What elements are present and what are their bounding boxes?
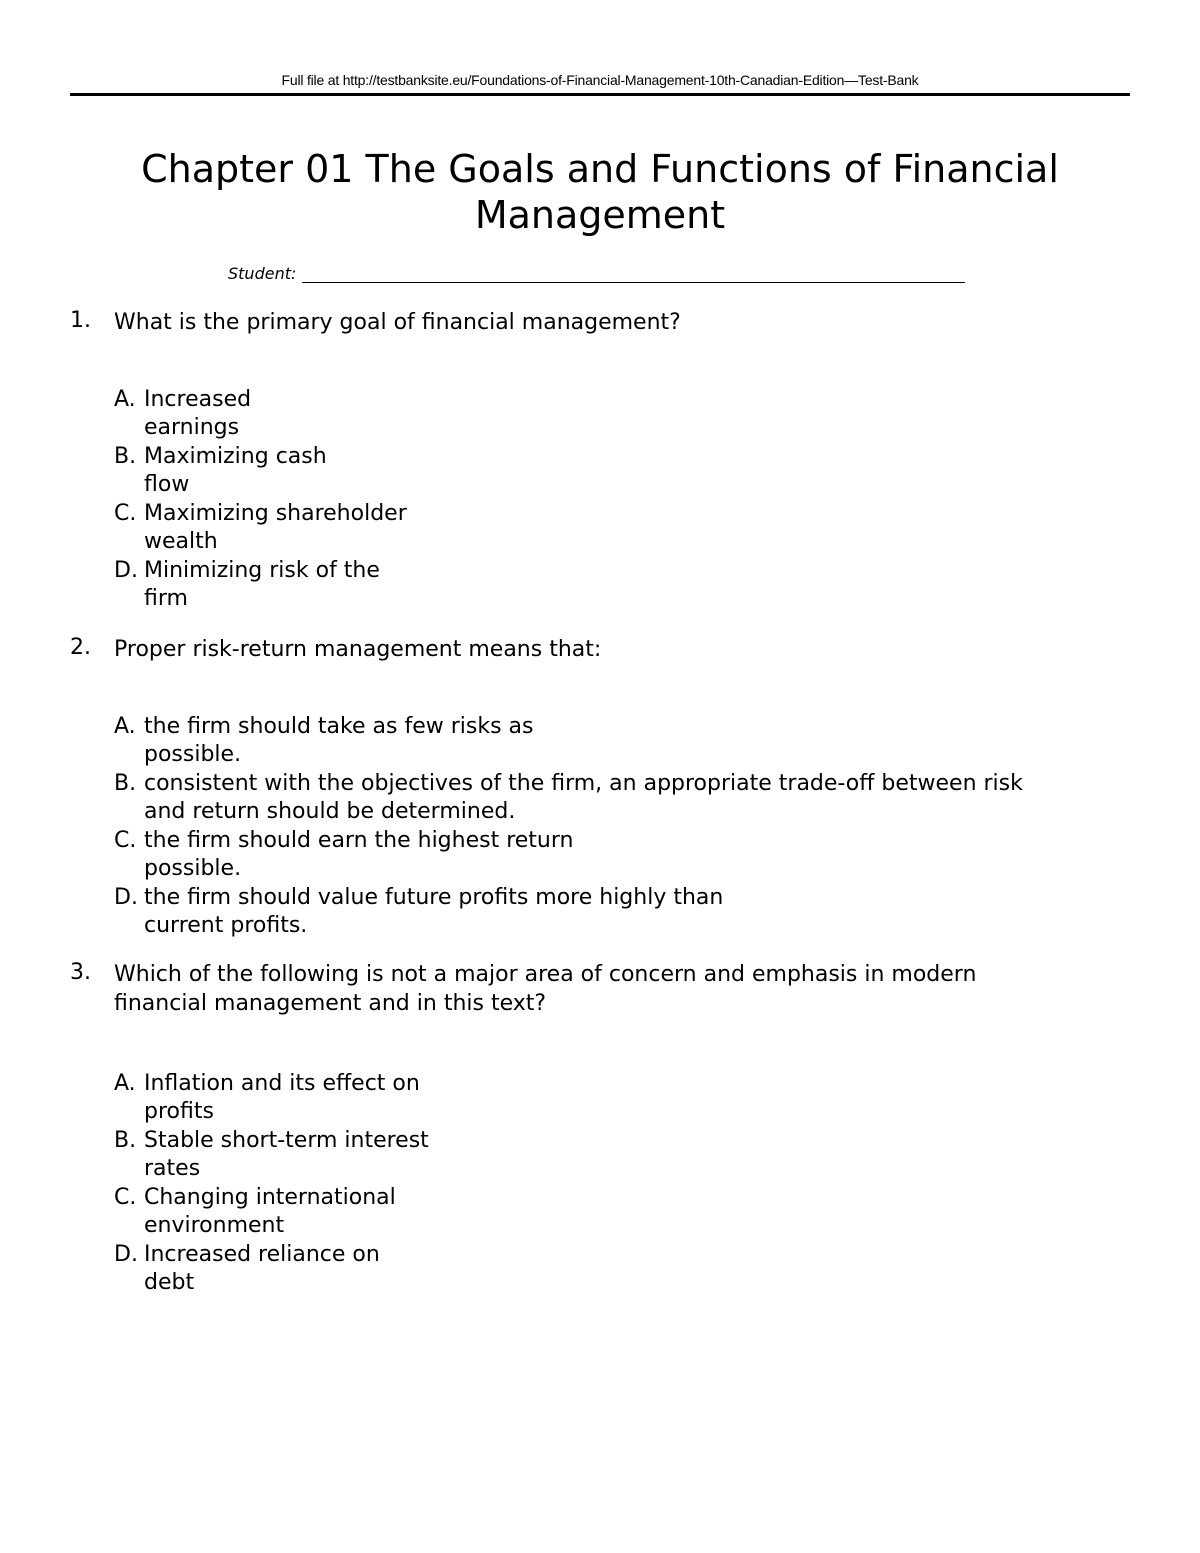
option-letter: A. [114,387,136,412]
question-number: 3. [70,960,91,985]
option-text-line-2: environment [144,1212,285,1238]
option-d[interactable] [114,557,1130,612]
answer-options [114,1070,1130,1296]
question-text [114,960,1130,1018]
option-text-line-2: wealth [144,528,218,554]
chapter-title [70,146,1130,238]
option-text-line-1: Maximizing shareholder [144,501,407,526]
option-text-line-1: Minimizing risk of the [144,558,380,583]
header-divider [70,93,1130,96]
option-letter: A. [114,714,136,739]
question-text-line-1: Which of the following is not a major area of concern and emphasis in modern [114,962,977,987]
option-text-line-1: Increased [144,387,252,412]
option-a[interactable] [114,386,1130,441]
option-d[interactable] [114,1241,1130,1296]
option-letter: B. [114,444,137,469]
option-text-line-2: earnings [144,414,240,440]
question-text-line-2: financial management and in this text? [114,991,547,1016]
chapter-title-line-2: Management [474,193,726,237]
option-letter: D. [114,885,138,910]
answer-options [114,713,1130,939]
option-c[interactable] [114,500,1130,555]
option-text-line-1: consistent with the objectives of the firm, an appropriate trade-off between risk [144,771,1023,796]
option-text-line-1: Changing international [144,1185,396,1210]
option-a[interactable] [114,1070,1130,1125]
option-c[interactable] [114,827,1130,882]
question-1 [70,308,1130,614]
option-text-line-2: firm [144,585,188,611]
option-text-line-2: flow [144,471,190,497]
student-field [228,262,965,283]
question-text: What is the primary goal of financial management? [114,310,681,335]
option-b[interactable] [114,1127,1130,1182]
option-text-line-1: the firm should take as few risks as [144,714,534,739]
option-c[interactable] [114,1184,1130,1239]
option-letter: C. [114,1185,137,1210]
student-name-line[interactable] [302,262,965,283]
question-text: Proper risk-return management means that: [114,637,602,662]
option-text-line-2: possible. [144,855,242,881]
option-text-line-2: profits [144,1098,214,1124]
option-text-line-1: Maximizing cash [144,444,327,469]
question-number: 1. [70,308,91,333]
option-letter: C. [114,501,137,526]
question-3 [70,960,1130,1298]
option-text-line-2: and return should be determined. [144,798,516,824]
option-letter: D. [114,558,138,583]
question-2 [70,635,1130,941]
option-b[interactable] [114,770,1130,825]
option-d[interactable] [114,884,1130,939]
option-text-line-1: Stable short-term interest [144,1128,429,1153]
source-header: Full file at http://testbanksite.eu/Foundations-of-Financial-Management-10th-Canadian-Edition—Test-Bank [281,72,919,88]
option-text-line-1: the firm should earn the highest return [144,828,574,853]
option-text-line-1: Increased reliance on [144,1242,380,1267]
option-letter: C. [114,828,137,853]
option-b[interactable] [114,443,1130,498]
option-text-line-1: the firm should value future profits more highly than [144,885,724,910]
option-letter: B. [114,771,137,796]
option-a[interactable] [114,713,1130,768]
option-letter: B. [114,1128,137,1153]
option-text-line-2: possible. [144,741,242,767]
option-text-line-1: Inflation and its effect on [144,1071,420,1096]
student-label: Student: [228,264,297,283]
option-text-line-2: current profits. [144,912,308,938]
option-text-line-2: debt [144,1269,195,1295]
option-text-line-2: rates [144,1155,201,1181]
option-letter: A. [114,1071,136,1096]
question-number: 2. [70,635,91,660]
option-letter: D. [114,1242,138,1267]
answer-options [114,386,1130,612]
chapter-title-line-1: Chapter 01 The Goals and Functions of Financial [141,147,1059,191]
